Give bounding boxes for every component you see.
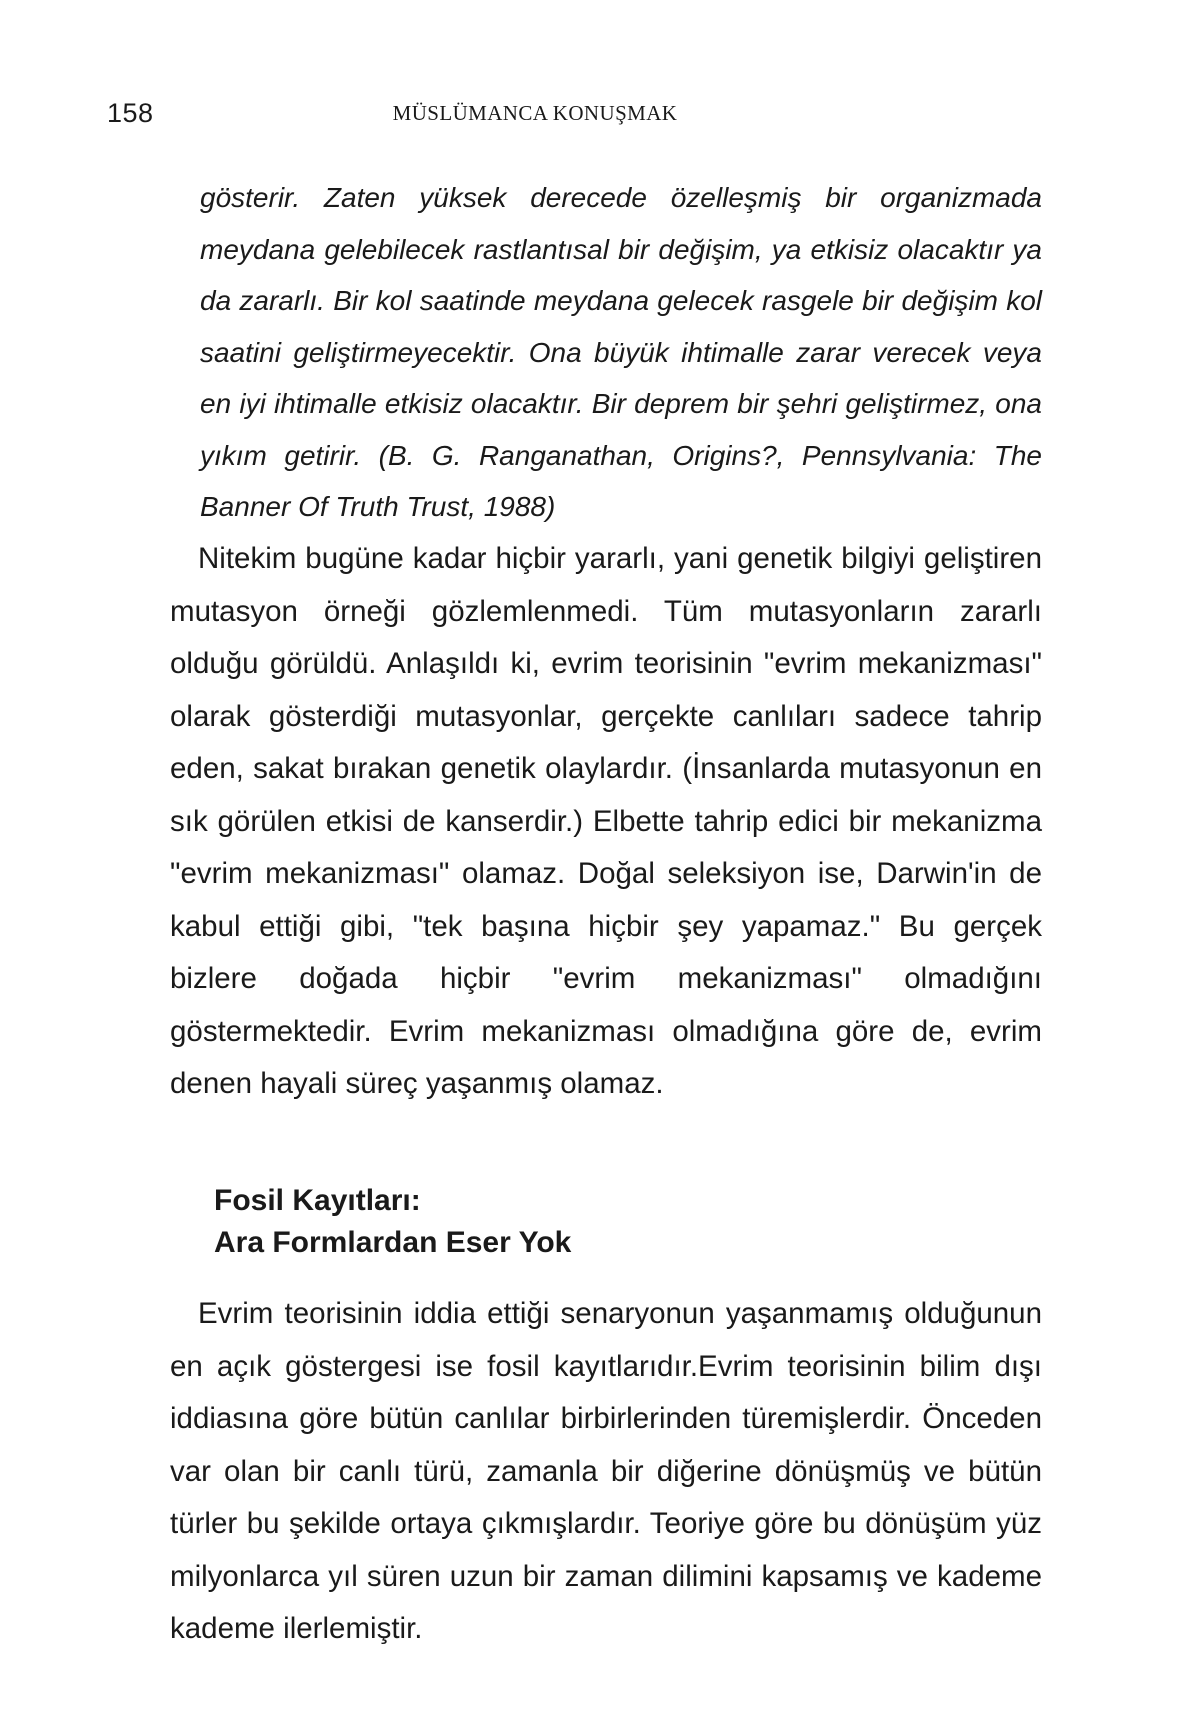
section-heading-line-2: Ara Formlardan Eser Yok <box>214 1226 572 1259</box>
running-head: MÜSLÜMANCA KONUŞMAK <box>392 101 678 125</box>
block-quote: gösterir. Zaten yüksek derecede özelleşmiş bir organizmada meydana gelebilecek rastlantısal bir değişim, ya etkisiz olacaktır ya da zararlı. Bir kol saatinde meydana gelecek rasgele bir değişim kol saatini geliştirmeyecektir. Ona büyük ihtimalle zarar verecek veya en iyi ihtimalle etkisiz olacaktır. Bir deprem bir şehri geliştirmez, ona yıkım getirir. (B. G. Ranganathan, Origins?, Pennsylvania: The Banner Of Truth Trust, 1988) <box>200 182 1042 522</box>
body-paragraph-mutations: Nitekim bugüne kadar hiçbir yararlı, yani genetik bilgiyi geliştiren mutasyon örneği gözlemlenmedi. Tüm mutasyonların zararlı olduğu görüldü. Anlaşıldı ki, evrim teorisinin "evrim mekanizması" olarak gösterdiği mutasyonlar, gerçekte canlıları sadece tahrip eden, sakat bırakan genetik olaylardır. (İnsanlarda mutasyonun en sık görülen etkisi de kanserdir.) Elbette tahrip edici bir mekanizma "evrim mekanizması" olamaz. Doğal seleksiyon ise, Darwin'in de kabul ettiği gibi, "tek başına hiçbir şey yapamaz." Bu gerçek bizlere doğada hiçbir "evrim mekanizması" olmadığını göstermektedir. Evrim mekanizması olmadığına göre de, evrim denen hayali süreç yaşanmış olamaz. <box>170 542 1042 1100</box>
section-heading-line-1: Fosil Kayıtları: <box>214 1184 421 1217</box>
body-paragraph-fossils: Evrim teorisinin iddia ettiği senaryonun yaşanmamış olduğunun en açık göstergesi ise fosil kayıtlarıdır.Evrim teorisinin bilim dışı iddiasına göre bütün canlılar birbirlerinden türemişlerdir. Önceden var olan bir canlı türü, zamanla bir diğerine dönüşmüş ve bütün türler bu şekilde ortaya çıkmışlardır. Teoriye göre bu dönüşüm yüz milyonlarca yıl süren uzun bir zaman dilimini kapsamış ve kademe kademe ilerlemiştir. <box>170 1297 1042 1645</box>
section-heading <box>214 1180 571 1264</box>
page-number: 158 <box>107 98 154 128</box>
